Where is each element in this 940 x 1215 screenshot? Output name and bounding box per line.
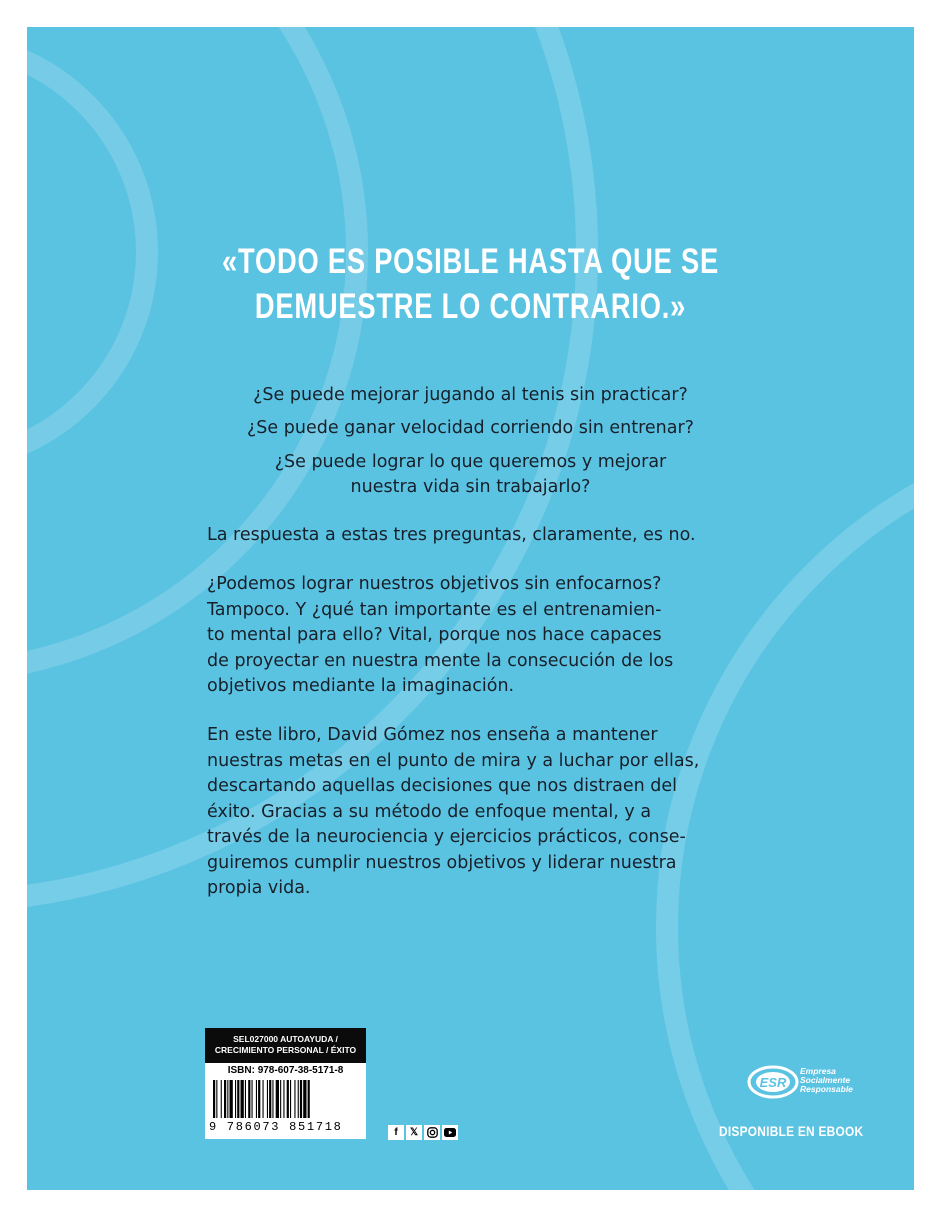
esr-logo — [747, 1063, 801, 1103]
instagram-icon[interactable] — [424, 1125, 440, 1140]
esr-line-2: Socialmente — [800, 1075, 851, 1085]
x-icon[interactable]: 𝕏 — [406, 1125, 422, 1140]
esr-line-1: Empresa — [800, 1066, 836, 1076]
category-label — [205, 1028, 366, 1063]
question-1: ¿Se puede mejorar jugando al tenis sin practicar? — [253, 385, 688, 405]
paragraph-2-line: guiremos cumplir nuestros objetivos y liderar nuestra — [207, 852, 677, 873]
paragraph-2-line: En este libro, David Gómez nos enseña a mantener — [207, 725, 658, 745]
esr-line-3: Responsable — [800, 1084, 853, 1094]
paragraph-2-line: través de la neurociencia y ejercicios prácticos, conse- — [207, 827, 686, 847]
paragraph-1 — [207, 572, 767, 700]
esr-label — [800, 1067, 853, 1094]
paragraph-1-line: objetivos mediante la imaginación. — [207, 676, 515, 696]
question-3-line-2: nuestra vida sin trabajarlo? — [350, 477, 591, 497]
paragraph-2 — [207, 723, 767, 902]
barcode-bars — [211, 1080, 361, 1120]
paragraph-1-line: ¿Podemos lograr nuestros objetivos sin enfocarnos? — [207, 574, 662, 594]
paragraph-1-line: Tampoco. Y ¿qué tan importante es el entrenamien- — [207, 599, 662, 620]
question-2: ¿Se puede ganar velocidad corriendo sin entrenar? — [247, 418, 694, 438]
paragraph-2-line: éxito. Gracias a su método de enfoque mental, y a — [207, 801, 652, 822]
answer-line: La respuesta a estas tres preguntas, claramente, es no. — [207, 525, 696, 545]
category-line-1: SEL027000 AUTOAYUDA / — [233, 1034, 338, 1044]
question-3-line-1: ¿Se puede lograr lo que queremos y mejorar — [274, 452, 667, 472]
paragraph-1-line: to mental para ello? Vital, porque nos hace capaces — [207, 625, 662, 645]
social-icons — [388, 1125, 458, 1140]
paragraph-2-line: propia vida. — [207, 878, 311, 898]
esr-badge: ESR — [759, 1075, 787, 1090]
facebook-icon[interactable]: f — [388, 1125, 404, 1140]
category-line-2: CRECIMIENTO PERSONAL / ÉXITO — [214, 1045, 357, 1055]
quote-line-1: «TODO ES POSIBLE HASTA QUE SE — [222, 242, 719, 281]
barcode-digits: 9 786073 851718 — [209, 1120, 343, 1134]
paragraph-2-line: nuestras metas en el punto de mira y a luchar por ellas, — [207, 750, 700, 771]
barcode-block — [205, 1028, 366, 1139]
paragraph-1-line: de proyectar en nuestra mente la consecución de los — [207, 650, 674, 671]
quote-line-2: DEMUESTRE LO CONTRARIO.» — [254, 287, 687, 326]
isbn-text: ISBN: 978-607-38-5171-8 — [227, 1065, 344, 1076]
youtube-icon[interactable] — [442, 1125, 458, 1140]
paragraph-2-line: descartando aquellas decisiones que nos distraen del — [207, 776, 678, 796]
book-back-cover — [27, 27, 914, 1190]
ebook-availability: DISPONIBLE EN EBOOK — [719, 1123, 864, 1139]
